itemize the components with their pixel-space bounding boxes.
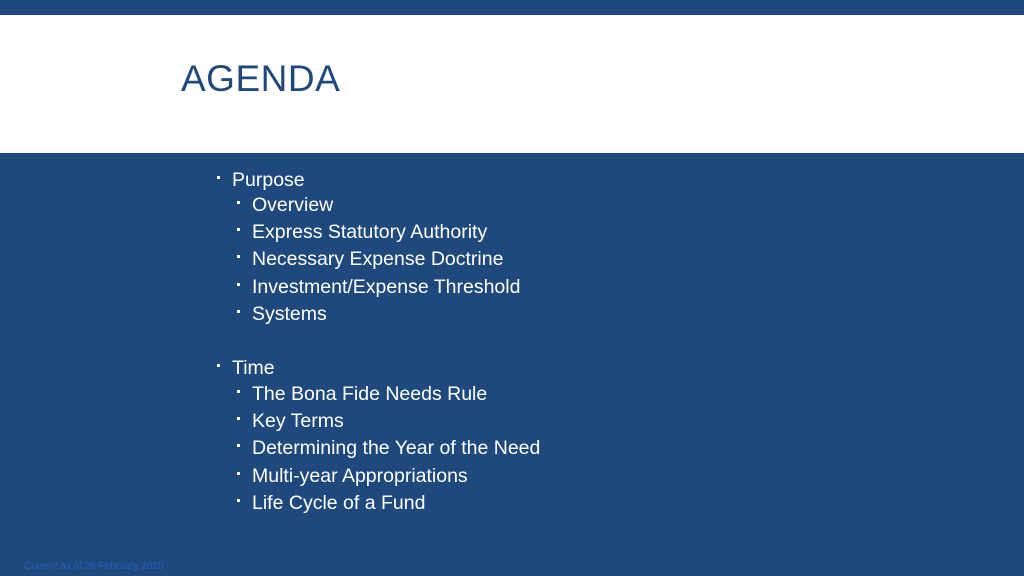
bullet-text: Necessary Expense Doctrine — [252, 248, 504, 270]
bullet-dot-icon — [237, 390, 240, 393]
bullet-dot-icon — [237, 499, 240, 502]
bullet-text: The Bona Fide Needs Rule — [252, 383, 488, 405]
bullet-text: Systems — [252, 303, 327, 325]
bullet-dot-icon — [237, 228, 240, 231]
slide-title: AGENDA — [181, 58, 341, 99]
bullet-time — [217, 356, 275, 380]
sub-bullet-multi-year-appropriations — [237, 464, 468, 488]
title-band — [0, 15, 1024, 153]
bullet-dot-icon — [237, 472, 240, 475]
bullet-text: Investment/Expense Threshold — [252, 276, 521, 298]
bullet-dot-icon — [237, 417, 240, 420]
top-accent-strip — [0, 0, 1024, 15]
bullet-purpose — [217, 168, 305, 192]
bullet-text: Multi-year Appropriations — [252, 465, 468, 487]
footer-date: Current as of 26 February 2020 — [24, 561, 164, 572]
bullet-text: Express Statutory Authority — [252, 221, 488, 243]
bullet-dot-icon — [237, 283, 240, 286]
bullet-dot-icon — [237, 444, 240, 447]
content-area — [0, 153, 1024, 576]
bullet-text: Overview — [252, 194, 334, 216]
sub-bullet-life-cycle-of-fund — [237, 491, 425, 515]
bullet-dot-icon — [217, 176, 220, 179]
sub-bullet-overview — [237, 193, 333, 217]
bullet-text: Life Cycle of a Fund — [252, 492, 426, 514]
bullet-dot-icon — [237, 201, 240, 204]
sub-bullet-express-statutory-authority — [237, 220, 487, 244]
bullet-text: Time — [232, 357, 275, 379]
sub-bullet-bona-fide-needs-rule — [237, 382, 487, 406]
bullet-text: Purpose — [232, 169, 305, 191]
bullet-text: Determining the Year of the Need — [252, 437, 541, 459]
bullet-dot-icon — [237, 310, 240, 313]
bullet-dot-icon — [237, 255, 240, 258]
sub-bullet-key-terms — [237, 409, 344, 433]
bullet-text: Key Terms — [252, 410, 344, 432]
sub-bullet-investment-expense-threshold — [237, 275, 520, 299]
sub-bullet-determining-year-of-need — [237, 436, 540, 460]
sub-bullet-systems — [237, 302, 327, 326]
bullet-dot-icon — [217, 364, 220, 367]
sub-bullet-necessary-expense-doctrine — [237, 247, 503, 271]
